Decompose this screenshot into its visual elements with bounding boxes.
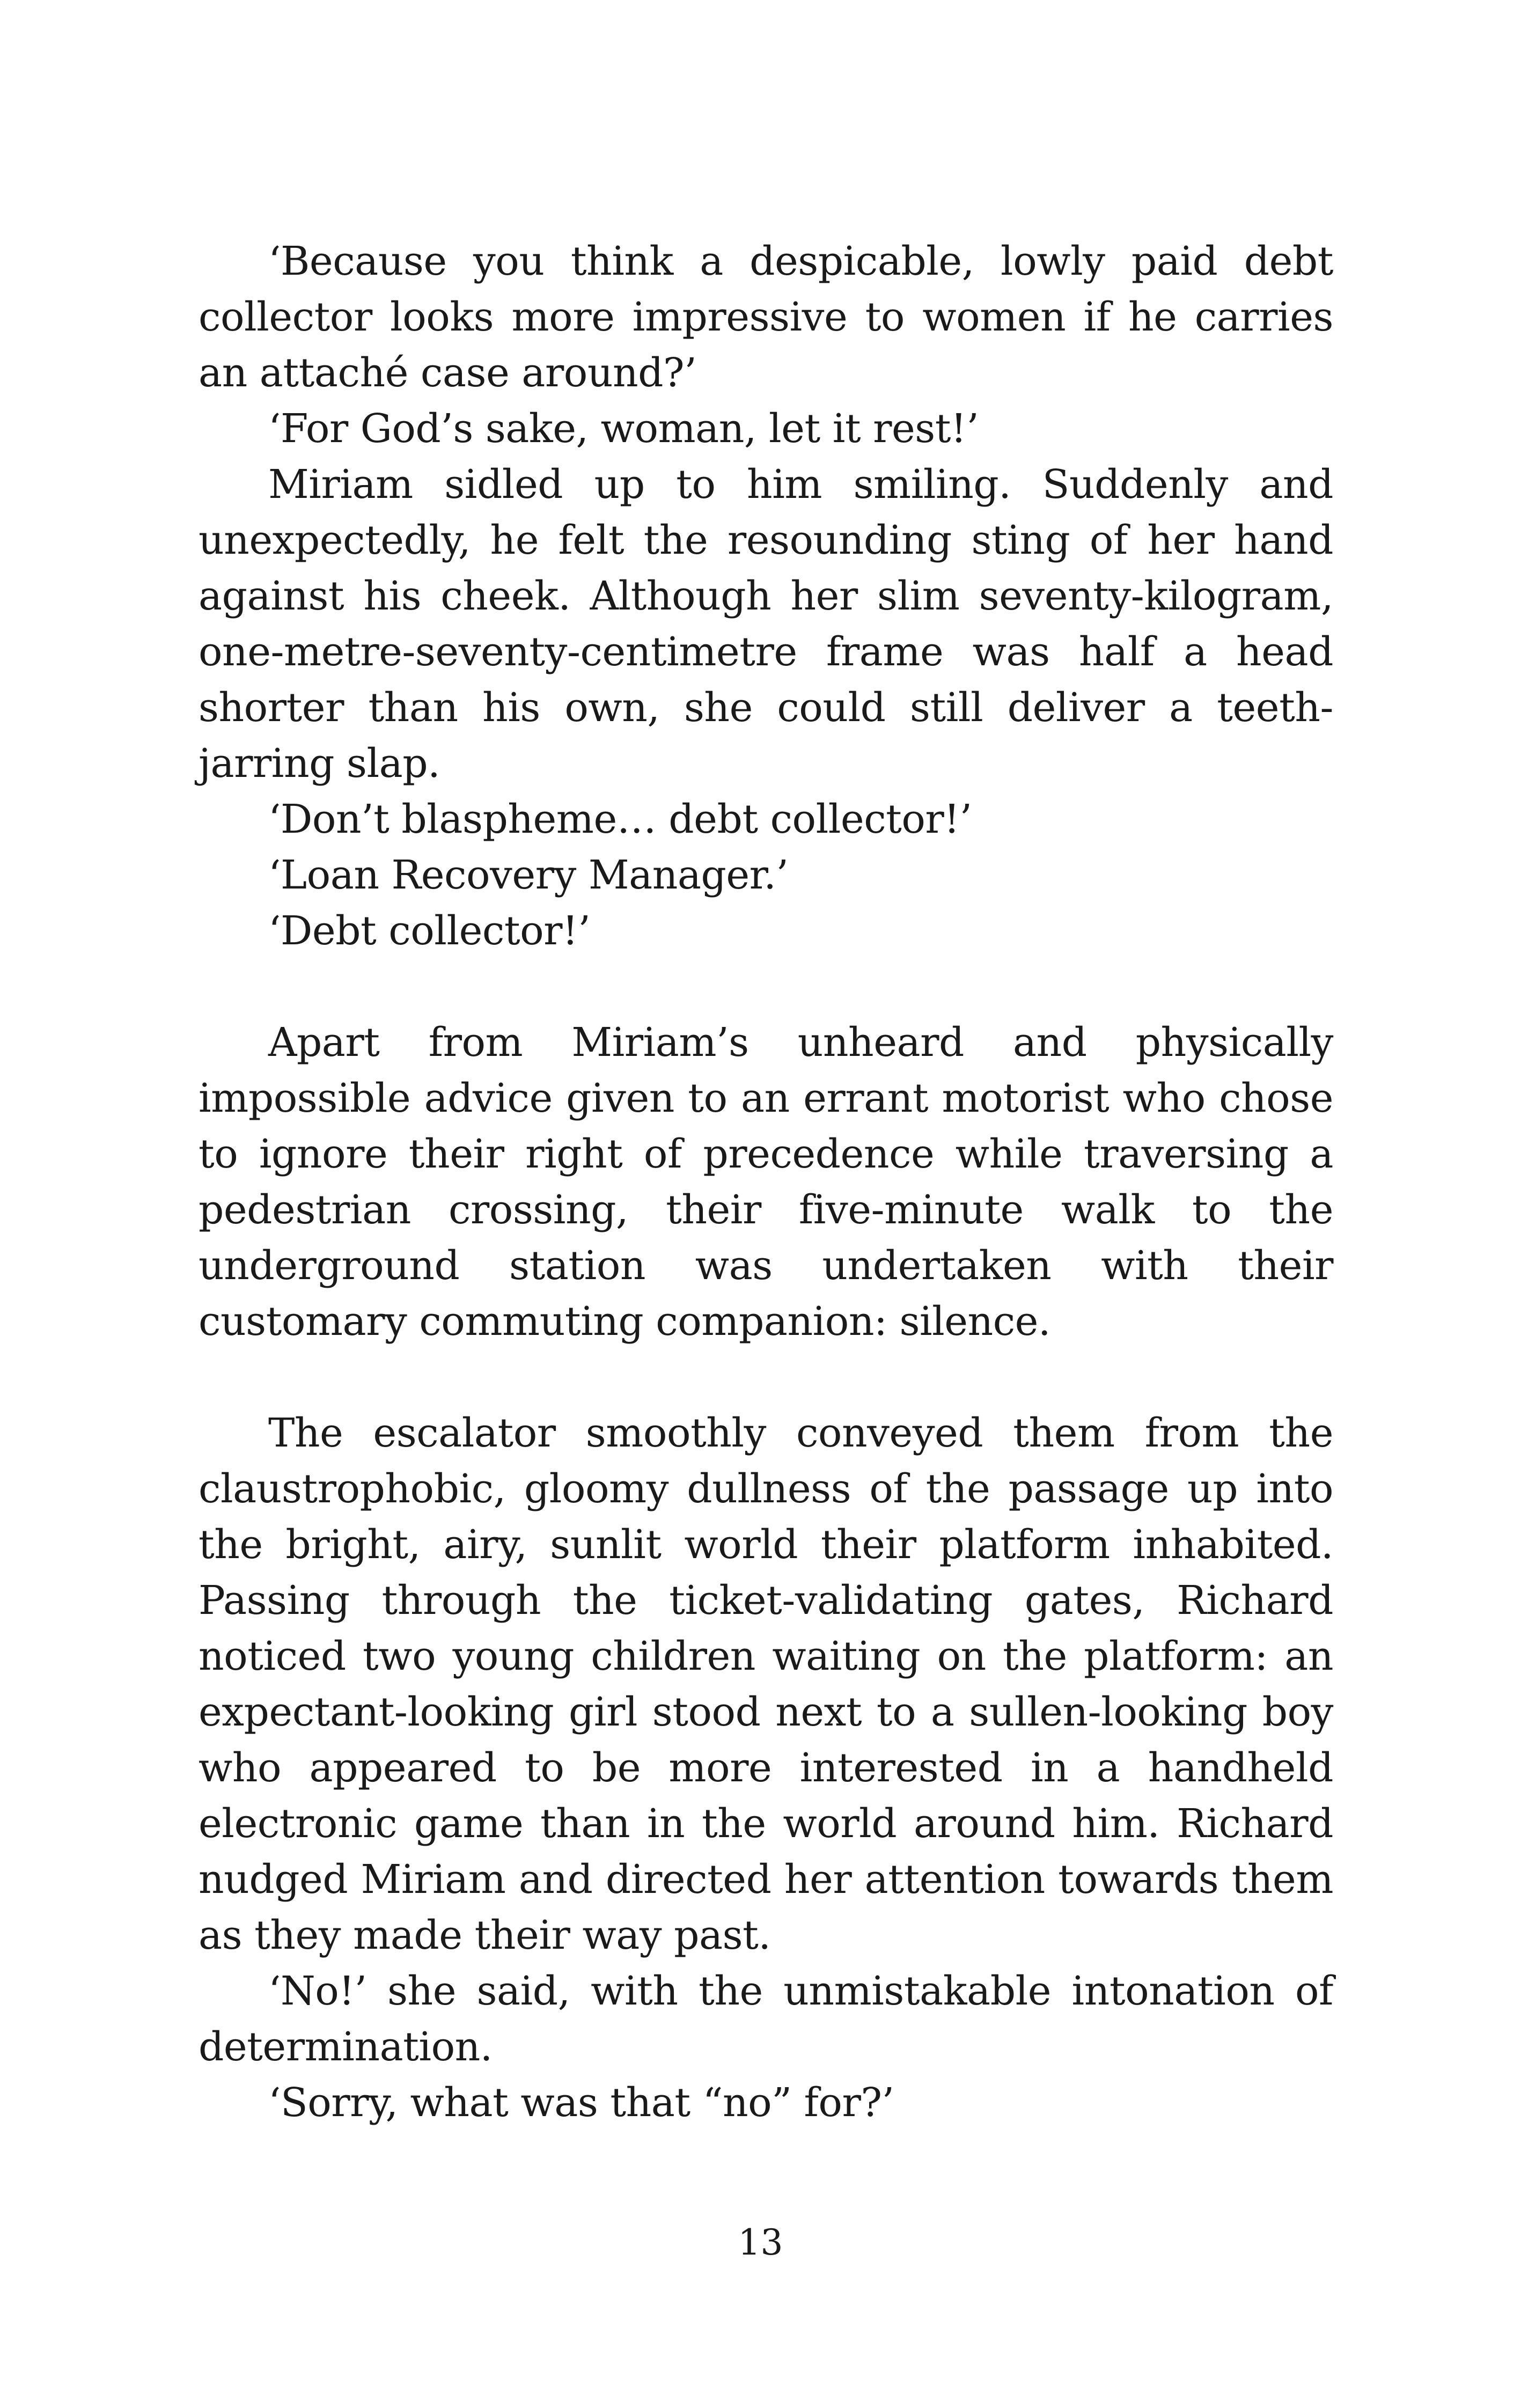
paragraph-slap: Miriam sidled up to him smiling. Suddenly and unexpectedly, he felt the resounding sting of her hand against his cheek. Although her slim seventy-kilogram, one-metre-seventy-centimetre frame was half a head shorter than his own, she could still deliver a teeth-jarring slap. [199,461,1333,787]
paragraph-escalator: The escalator smoothly conveyed them from the claustrophobic, gloomy dullness of the passage up into the bright, airy, sunlit world their platform inhabited. Passing through the ticket-validating gates, Richard noticed two young children waiting on the platform: an expectant-looking girl stood next to a sullen-looking boy who appeared to be more interested in a handheld electronic game than in the world around him. Richard nudged Miriam and directed her attention towards them as they made their way past. [199,1410,1333,1958]
page-number: 13 [738,2222,783,2263]
paragraph-walk-to-station: Apart from Miriam’s unheard and physically impossible advice given to an errant motorist who chose to ignore their right of precedence while traversing a pedestrian crossing, their five-minute walk to the underground station was undertaken with their customary commuting companion: silence. [199,1019,1333,1345]
body-text [199,233,1333,2131]
paragraph-loan-recovery: ‘Loan Recovery Manager.’ [268,852,789,898]
paragraph-debt-collector: ‘Debt collector!’ [268,908,591,954]
paragraph-let-it-rest: ‘For God’s sake, woman, let it rest!’ [268,406,979,452]
paragraph-no-she-said: ‘No!’ she said, with the unmistakable intonation of determination. [199,1968,1333,2070]
paragraph-dont-blaspheme: ‘Don’t blaspheme… debt collector!’ [268,796,972,842]
paragraph-attache-case: ‘Because you think a despicable, lowly paid debt collector looks more impressive to women if he carries an attaché case around?’ [199,238,1333,396]
paragraph-sorry-what: ‘Sorry, what was that “no” for?’ [268,2080,894,2126]
